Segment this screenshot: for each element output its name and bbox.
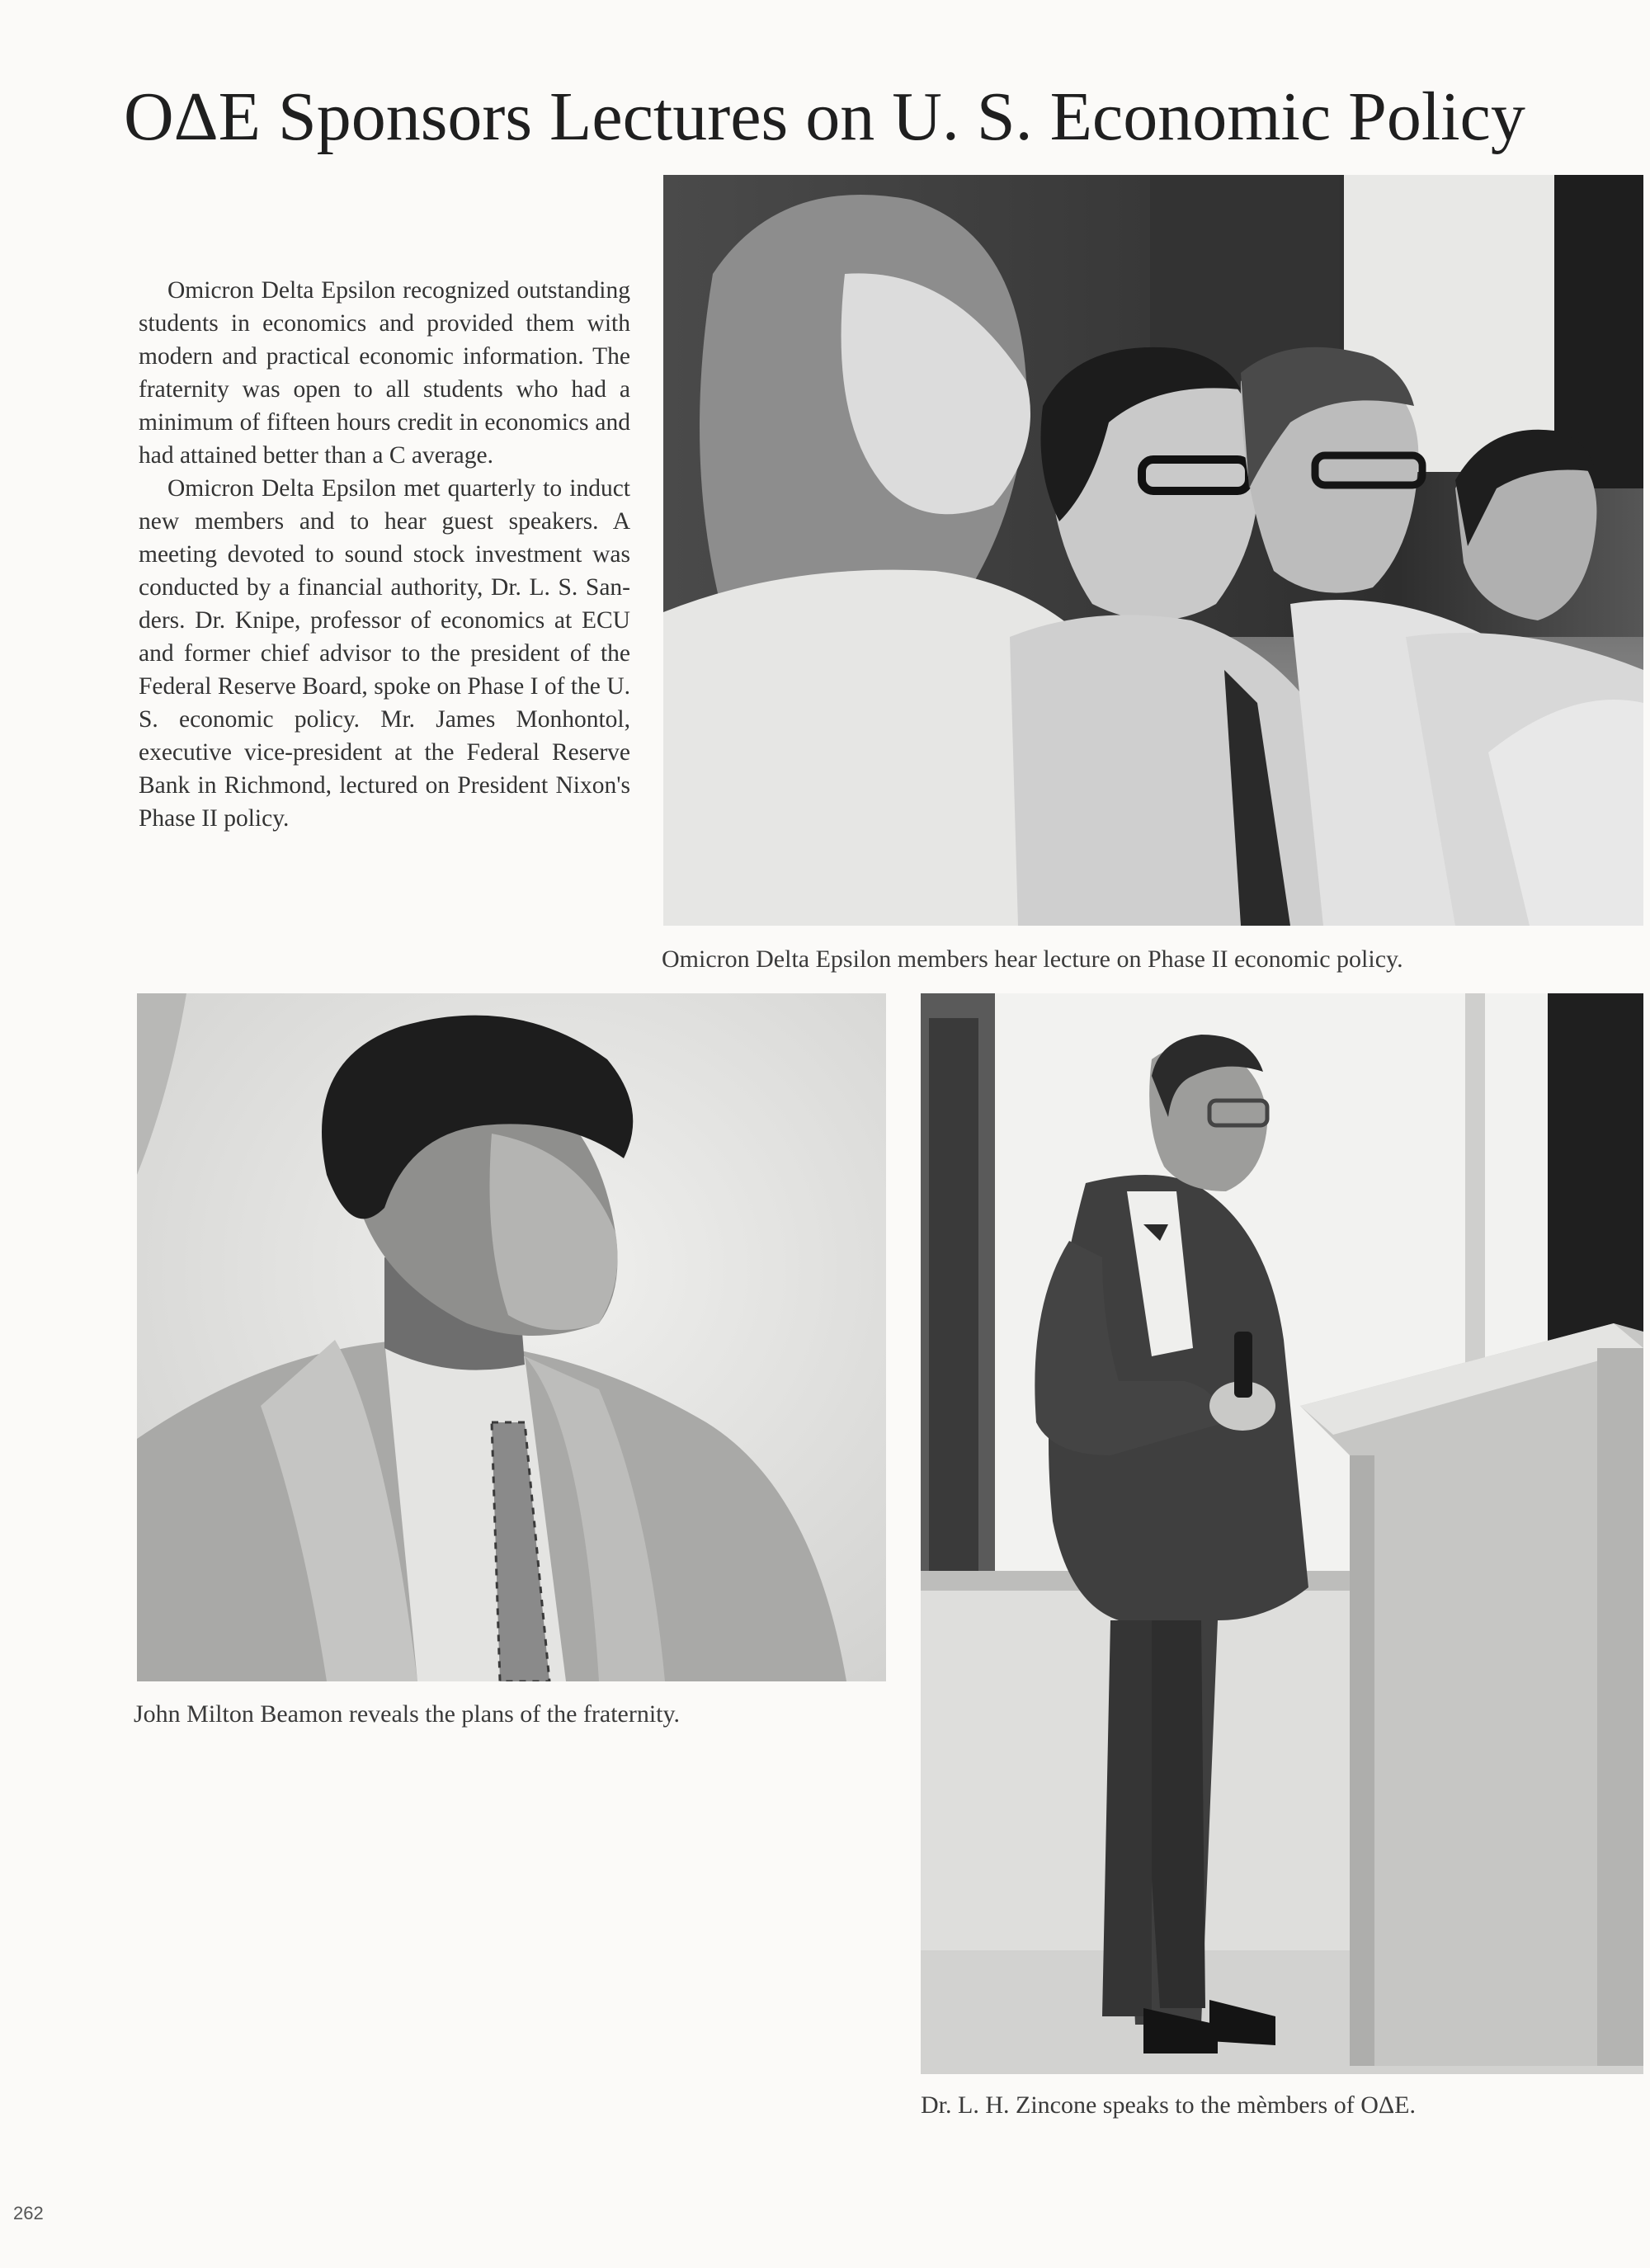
article-body [139,274,630,835]
zincone-photo-caption: Dr. L. H. Zincone speaks to the mèmbers of OΔE. [921,2091,1416,2119]
beamon-photo-caption: John Milton Beamon reveals the plans of the fraternity. [134,1700,681,1728]
audience-photo-caption: Omicron Delta Epsilon members hear lecture on Phase II economic policy. [662,945,1403,973]
article-paragraph: Omicron Delta Epsilon recognized outstanding students in economics and provided them with modern and practical economic information. The fraternity was open to all students who had a minimum of fifteen hours credit in economics and had attained better than a C average. [139,277,630,469]
zincone-photo [921,993,1643,2074]
page-number: 262 [13,2203,44,2223]
article-paragraph: Omicron Delta Epsilon met quarterly to induct new members and to hear guest speakers. A meeting devoted to sound stock investment was conducted by a financial authority, Dr. L. S. Sanders. Dr. Knipe, professor of economics at ECU and former chief advisor to the president of the Federal Reserve Board, spoke on Phase I of the U. S. economic policy. Mr. James Monhontol, executive vice-president at the Federal Reserve Bank in Richmond, lectured on President Nixon's Phase II policy. [139,475,630,832]
audience-photo [663,175,1643,926]
page-title: OΔE Sponsors Lectures on U. S. Economic Policy [124,78,1525,155]
beamon-photo [137,993,886,1681]
